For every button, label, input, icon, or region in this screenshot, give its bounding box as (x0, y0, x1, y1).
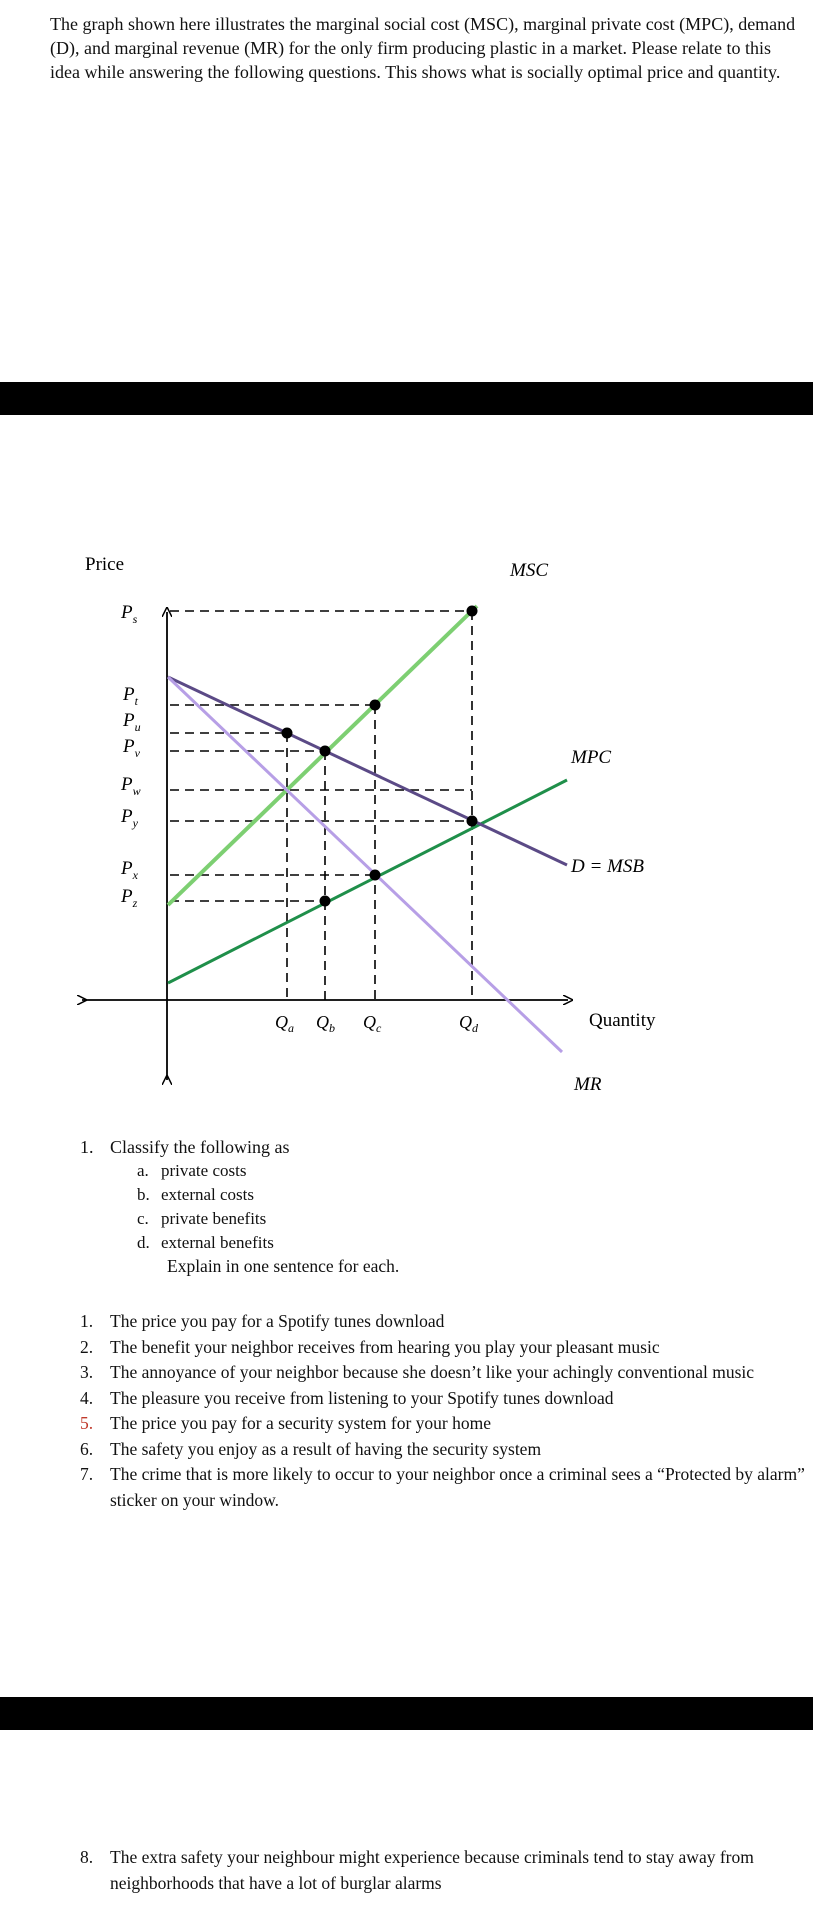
redaction-bar (0, 382, 813, 415)
msc-label: MSC (510, 560, 548, 581)
list-item: 7. The crime that is more likely to occur to your neighbor once a criminal sees a “Protected by alarm” sticker on your window. (80, 1464, 805, 1510)
price-label-z: $P_z$ (121, 886, 138, 910)
option-c: c. private benefits (137, 1209, 267, 1228)
quantity-labels (275, 1012, 479, 1035)
demand-label: D = MSB (571, 856, 644, 877)
y-axis-label: Price (85, 554, 125, 575)
quantity-label-d: $Q_d$ (459, 1012, 478, 1035)
list-item: 6. The safety you enjoy as a result of having the security system (80, 1438, 542, 1459)
list-item: 3. The annoyance of your neighbor because she doesn’t like your achingly conventional music (80, 1362, 755, 1382)
quantity-label-a: $Q_a$ (275, 1012, 294, 1035)
redaction-bar (0, 1697, 813, 1730)
list-item: 4. The pleasure you receive from listening to your Spotify tunes download (80, 1387, 614, 1408)
list-item: 1. The price you pay for a Spotify tunes download (80, 1311, 445, 1331)
mr-curve (168, 677, 562, 1052)
intersection-points (282, 606, 478, 907)
question-1 (80, 1135, 290, 1252)
intro-paragraph: The graph shown here illustrates the marginal social cost (MSC), marginal private cost (MPC), demand (D), and marginal revenue (MR) for the only firm producing plastic in a market. Please relate to this idea while answering the following questions. This shows what is socially optimal price and quantity. (50, 14, 796, 82)
quantity-label-c: $Q_c$ (363, 1012, 382, 1035)
option-b: b. external costs (137, 1185, 254, 1204)
guide-lines (170, 611, 472, 1000)
price-labels (120, 602, 141, 910)
price-label-x: $P_x$ (121, 858, 138, 882)
mpc-label: MPC (571, 747, 612, 768)
question-1-prompt: Classify the following as (110, 1137, 290, 1157)
mr-label: MR (574, 1074, 602, 1095)
price-label-w: $P_w$ (121, 774, 141, 798)
x-axis-label: Quantity (589, 1010, 656, 1031)
price-label-y: $P_y$ (121, 806, 138, 830)
list-item: 5. The price you pay for a security system for your home (80, 1413, 491, 1433)
list-item-8: 8. The extra safety your neighbour might experience because criminals tend to stay away from neighborhoods that have a lot of burglar alarms (80, 1847, 754, 1893)
price-label-v: $P_v$ (123, 736, 140, 760)
price-label-t: $P_t$ (123, 684, 138, 708)
quantity-label-b: $Q_b$ (316, 1012, 335, 1035)
question-1-number: 1. (80, 1137, 94, 1157)
price-label-s: $P_s$ (121, 602, 138, 626)
question-1-instruction: Explain in one sentence for each. (167, 1256, 400, 1276)
option-d: d. external benefits (137, 1233, 274, 1252)
mpc-curve (168, 780, 567, 983)
option-a: a. private costs (137, 1161, 247, 1180)
price-label-u: $P_u$ (123, 710, 141, 734)
economics-graph (0, 540, 813, 1100)
items-list (80, 1309, 805, 1513)
list-item: 2. The benefit your neighbor receives from hearing you play your pleasant music (80, 1336, 660, 1357)
